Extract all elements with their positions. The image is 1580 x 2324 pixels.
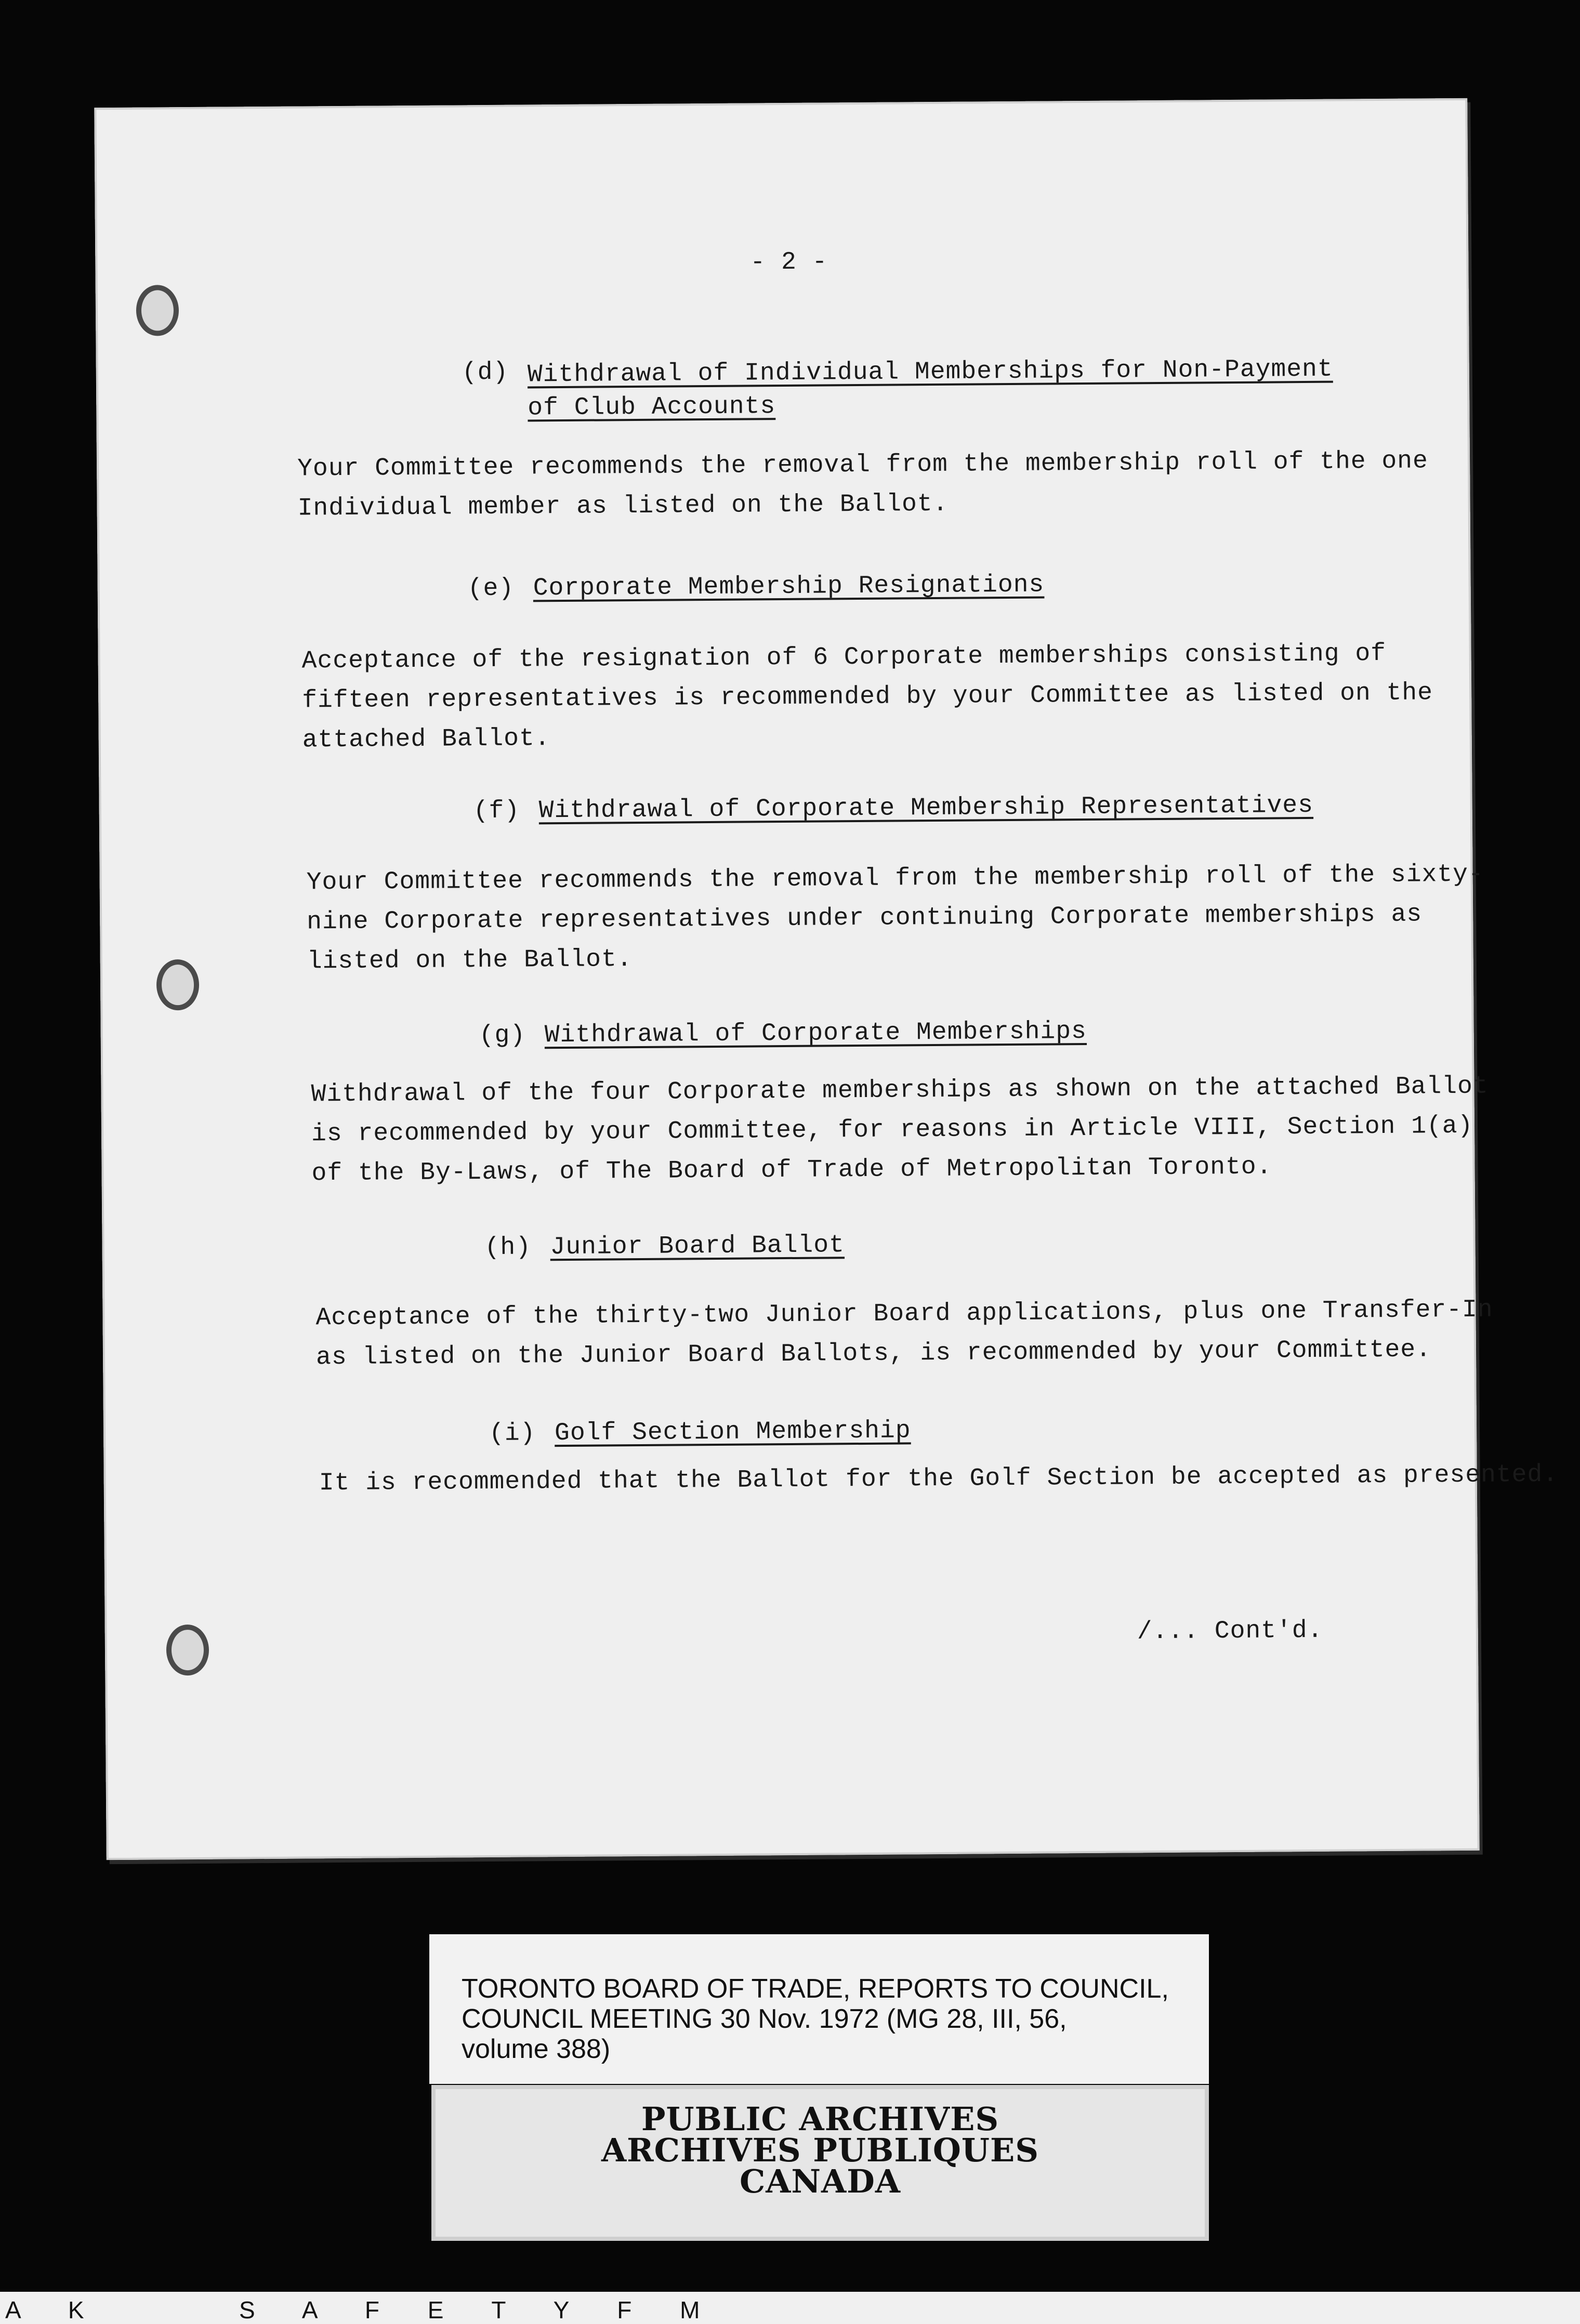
continued-note: /... Cont'd.: [1137, 1616, 1323, 1646]
archive-reference-label: [429, 1934, 1209, 2084]
body-line: is recommended by your Committee, for reasons in Article VIII, Section 1(a): [311, 1112, 1473, 1148]
body-line: Your Committee recommends the removal from the membership roll of the one: [297, 447, 1429, 483]
section-marker: (h): [484, 1233, 532, 1262]
body-line: Acceptance of the resignation of 6 Corporate memberships consisting of: [301, 639, 1387, 676]
punch-hole-bottom: [166, 1625, 209, 1676]
heading-line: of Club Accounts: [528, 392, 776, 422]
section-heading: Withdrawal of Corporate Membership Representatives: [538, 791, 1314, 825]
archives-stamp: [431, 2085, 1209, 2241]
film-edge-marking: [0, 2292, 1580, 2324]
section-body: [319, 1455, 1558, 1503]
section-marker: (d): [462, 358, 509, 387]
section-heading: Junior Board Ballot: [550, 1231, 845, 1262]
section-heading: Golf Section Membership: [554, 1417, 911, 1448]
page-number: - 2 -: [750, 248, 828, 277]
section-marker: (e): [467, 574, 515, 603]
body-line: nine Corporate representatives under continuing Corporate memberships as: [307, 900, 1423, 936]
body-line: fifteen representatives is recommended by your Committee as listed on the: [302, 679, 1433, 715]
body-line: attached Ballot.: [302, 724, 550, 755]
reference-line: volume 388): [462, 2034, 611, 2064]
body-line: It is recommended that the Ballot for the Golf Section be accepted as presented.: [319, 1460, 1559, 1498]
body-line: Acceptance of the thirty-two Junior Board applications, plus one Transfer-In: [315, 1296, 1493, 1332]
section-marker: (f): [473, 797, 520, 826]
section-body: [315, 1290, 1493, 1378]
film-edge-right: S A F E T Y F M: [239, 2296, 721, 2323]
body-line: listed on the Ballot.: [307, 945, 633, 976]
stamp-line: PUBLIC ARCHIVES: [641, 2100, 999, 2138]
section-heading: Corporate Membership Resignations: [533, 571, 1045, 603]
section-marker: (i): [489, 1419, 536, 1448]
section-body: [311, 1067, 1489, 1194]
section-heading: [528, 353, 1334, 425]
section-marker: (g): [479, 1021, 526, 1050]
body-line: Your Committee recommends the removal from the membership roll of the sixty-: [306, 860, 1484, 897]
heading-line: Withdrawal of Individual Memberships for Non-Payment: [527, 355, 1333, 389]
body-line: as listed on the Junior Board Ballots, is recommended by your Committee.: [315, 1336, 1432, 1372]
section-body: [306, 855, 1484, 982]
body-line: Withdrawal of the four Corporate memberships as shown on the attached Ballot: [311, 1072, 1489, 1109]
section-body: [297, 441, 1429, 528]
section-heading: Withdrawal of Corporate Memberships: [544, 1017, 1087, 1050]
stamp-line: ARCHIVES PUBLIQUES: [601, 2131, 1039, 2169]
reference-line: COUNCIL MEETING 30 Nov. 1972 (MG 28, III, 56,: [462, 2004, 1067, 2034]
body-line: Individual member as listed on the Ballot.: [297, 490, 949, 523]
section-body: [301, 633, 1433, 760]
film-edge-left: A K: [5, 2296, 105, 2323]
reference-line: TORONTO BOARD OF TRADE, REPORTS TO COUNCIL,: [462, 1974, 1169, 2004]
punch-hole-top: [136, 285, 179, 336]
stamp-line: CANADA: [739, 2162, 901, 2200]
punch-hole-middle: [156, 959, 200, 1011]
document-page: [94, 98, 1559, 1860]
body-line: of the By-Laws, of The Board of Trade of Metropolitan Toronto.: [311, 1153, 1272, 1188]
